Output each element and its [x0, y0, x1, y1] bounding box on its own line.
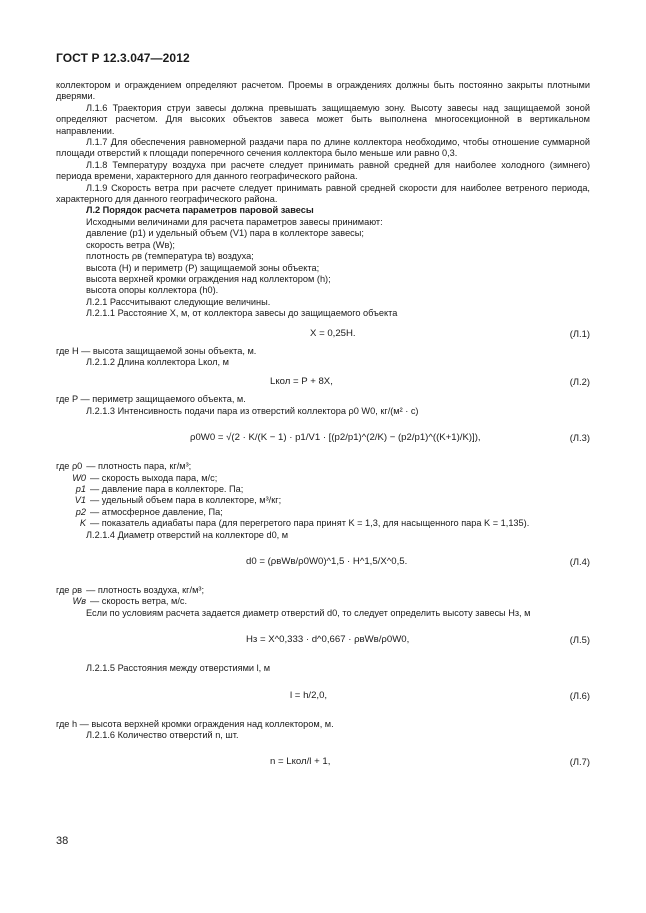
- paragraph: Л.2.1 Рассчитывают следующие величины.: [86, 296, 271, 307]
- list-item: высота верхней кромки ограждения над коллектором (h);: [86, 273, 331, 284]
- definition-symbol: V1: [74, 495, 86, 506]
- equation-number: (Л.4): [569, 556, 590, 567]
- definition-symbol: где ρ0: [56, 461, 83, 472]
- paragraph: где H — высота защищаемой зоны объекта, м.: [56, 345, 257, 356]
- definition-row: [56, 461, 590, 472]
- definition-row: [56, 518, 590, 529]
- formula-expression: X = 0,25H.: [310, 327, 356, 339]
- formula-l3: [56, 417, 590, 461]
- list-item: плотность ρв (температура tв) воздуха;: [86, 251, 254, 262]
- paragraph: Л.1.9 Скорость ветра при расчете следует принимать равной средней скорости для наиболее ветреного периода, характерного для данного географического района.: [56, 182, 590, 205]
- formula-expression: n = Lкол/l + 1,: [270, 756, 331, 768]
- formula-expression: Hз = X^0,333 · d^0,667 · ρвWв/ρ0W0,: [246, 634, 410, 646]
- equation-number: (Л.6): [569, 689, 590, 701]
- formula-l4: [56, 541, 590, 585]
- formula-l7: [56, 741, 590, 785]
- definition-text: — плотность пара, кг/м³;: [86, 461, 192, 472]
- paragraph: Л.2.1.2 Длина коллектора Lкол, м: [86, 356, 229, 367]
- paragraph: коллектором и ограждением определяют расчетом. Проемы в ограждениях должны быть постоянно закрыты плотными дверями.: [56, 80, 590, 102]
- definition-row: [56, 585, 590, 596]
- formula-expression: ρ0W0 = √(2 · K/(K − 1) · p1/V1 · [(p2/p1)^(2/K) − (p2/p1)^((K+1)/K)]),: [190, 432, 481, 444]
- definition-row: [56, 507, 590, 518]
- equation-number: (Л.1): [569, 327, 590, 339]
- definition-text: — скорость ветра, м/с.: [90, 596, 188, 607]
- page-number: 38: [56, 835, 69, 847]
- definition-text: — давление пара в коллекторе. Па;: [90, 483, 244, 494]
- formula-expression: d0 = (ρвWв/ρ0W0)^1,5 · H^1,5/X^0,5.: [246, 556, 408, 567]
- definition-text: — плотность воздуха, кг/м³;: [86, 585, 205, 595]
- paragraph: Если по условиям расчета задается диаметр отверстий d0, то следует определить высоту завесы Hз, м: [86, 607, 531, 618]
- definition-symbol: Wв: [72, 596, 86, 607]
- equation-number: (Л.5): [569, 634, 590, 646]
- equation-number: (Л.7): [569, 756, 590, 768]
- definition-symbol: p1: [75, 483, 86, 494]
- definition-row: [56, 484, 590, 495]
- paragraph: Л.2.1.5 Расстояния между отверстиями l, м: [86, 663, 271, 674]
- definition-row: [56, 596, 590, 607]
- list-item: давление (p1) и удельный объем (V1) пара в коллекторе завесы;: [86, 228, 364, 239]
- equation-number: (Л.3): [569, 432, 590, 444]
- formula-l2: [56, 368, 590, 394]
- definition-text: — скорость выхода пара, м/с;: [90, 472, 218, 483]
- definition-text: — удельный объем пара в коллекторе, м³/кг;: [90, 495, 282, 506]
- formula-expression: Lкол = P + 8X,: [270, 376, 333, 388]
- definition-symbol: K: [79, 518, 86, 529]
- list-item: высота (H) и периметр (P) защищаемой зоны объекта;: [86, 262, 320, 273]
- document-header: ГОСТ Р 12.3.047—2012: [56, 51, 190, 65]
- definitions-l3: [56, 461, 590, 529]
- formula-l5: [56, 619, 590, 663]
- list-item: скорость ветра (Wв);: [86, 239, 175, 250]
- formula-l1: [56, 320, 590, 346]
- definition-row: [56, 473, 590, 484]
- paragraph: Л.2.1.6 Количество отверстий n, шт.: [86, 730, 239, 741]
- paragraph: Л.2.1.4 Диаметр отверстий на коллекторе d0, м: [86, 529, 289, 540]
- equation-number: (Л.2): [569, 376, 590, 388]
- definition-symbol: p2: [75, 506, 86, 517]
- paragraph: где h — высота верхней кромки ограждения над коллектором, м.: [56, 718, 334, 729]
- paragraph: Л.1.7 Для обеспечения равномерной раздачи пара по длине коллектора необходимо, чтобы отношение суммарной площади отверстий к площади поперечного сечения коллектора было меньше или равно 0,3.: [56, 137, 590, 159]
- paragraph: Л.2.1.1 Расстояние X, м, от коллектора завесы до защищаемого объекта: [86, 308, 398, 319]
- formula-expression: l = h/2,0,: [290, 689, 328, 701]
- section-heading: Л.2 Порядок расчета параметров паровой завесы: [86, 205, 314, 216]
- paragraph: Л.1.8 Температуру воздуха при расчете следует принимать равной средней для наиболее холодного (зимнего) периода времени, характерного для данного географического района.: [56, 159, 590, 182]
- definition-text: — показатель адиабаты пара (для перегретого пара принят K = 1,3, для насыщенного пара K = 1,135).: [90, 518, 530, 529]
- paragraph: Л.2.1.3 Интенсивность подачи пара из отверстий коллектора ρ0 W0, кг/(м² · с): [86, 405, 419, 416]
- definition-row: [56, 495, 590, 506]
- definitions-l4: [56, 585, 590, 608]
- paragraph: где P — периметр защищаемого объекта, м.: [56, 394, 246, 405]
- definition-text: — атмосферное давление, Па;: [90, 506, 223, 517]
- definition-symbol: где ρв: [56, 585, 83, 595]
- document-body: [56, 80, 590, 785]
- paragraph: Исходными величинами для расчета параметров завесы принимают:: [86, 216, 383, 227]
- formula-l6: [56, 675, 590, 719]
- definition-symbol: W0: [72, 472, 86, 483]
- list-item: высота опоры коллектора (h0).: [86, 285, 219, 296]
- paragraph: Л.1.6 Траектория струи завесы должна превышать защищаемую зону. Высоту завесы над защищаемой зоной определяют расчетом. Для высоких объектов завеса может быть выполнена многосекционной в вертикальном направлении.: [56, 102, 590, 136]
